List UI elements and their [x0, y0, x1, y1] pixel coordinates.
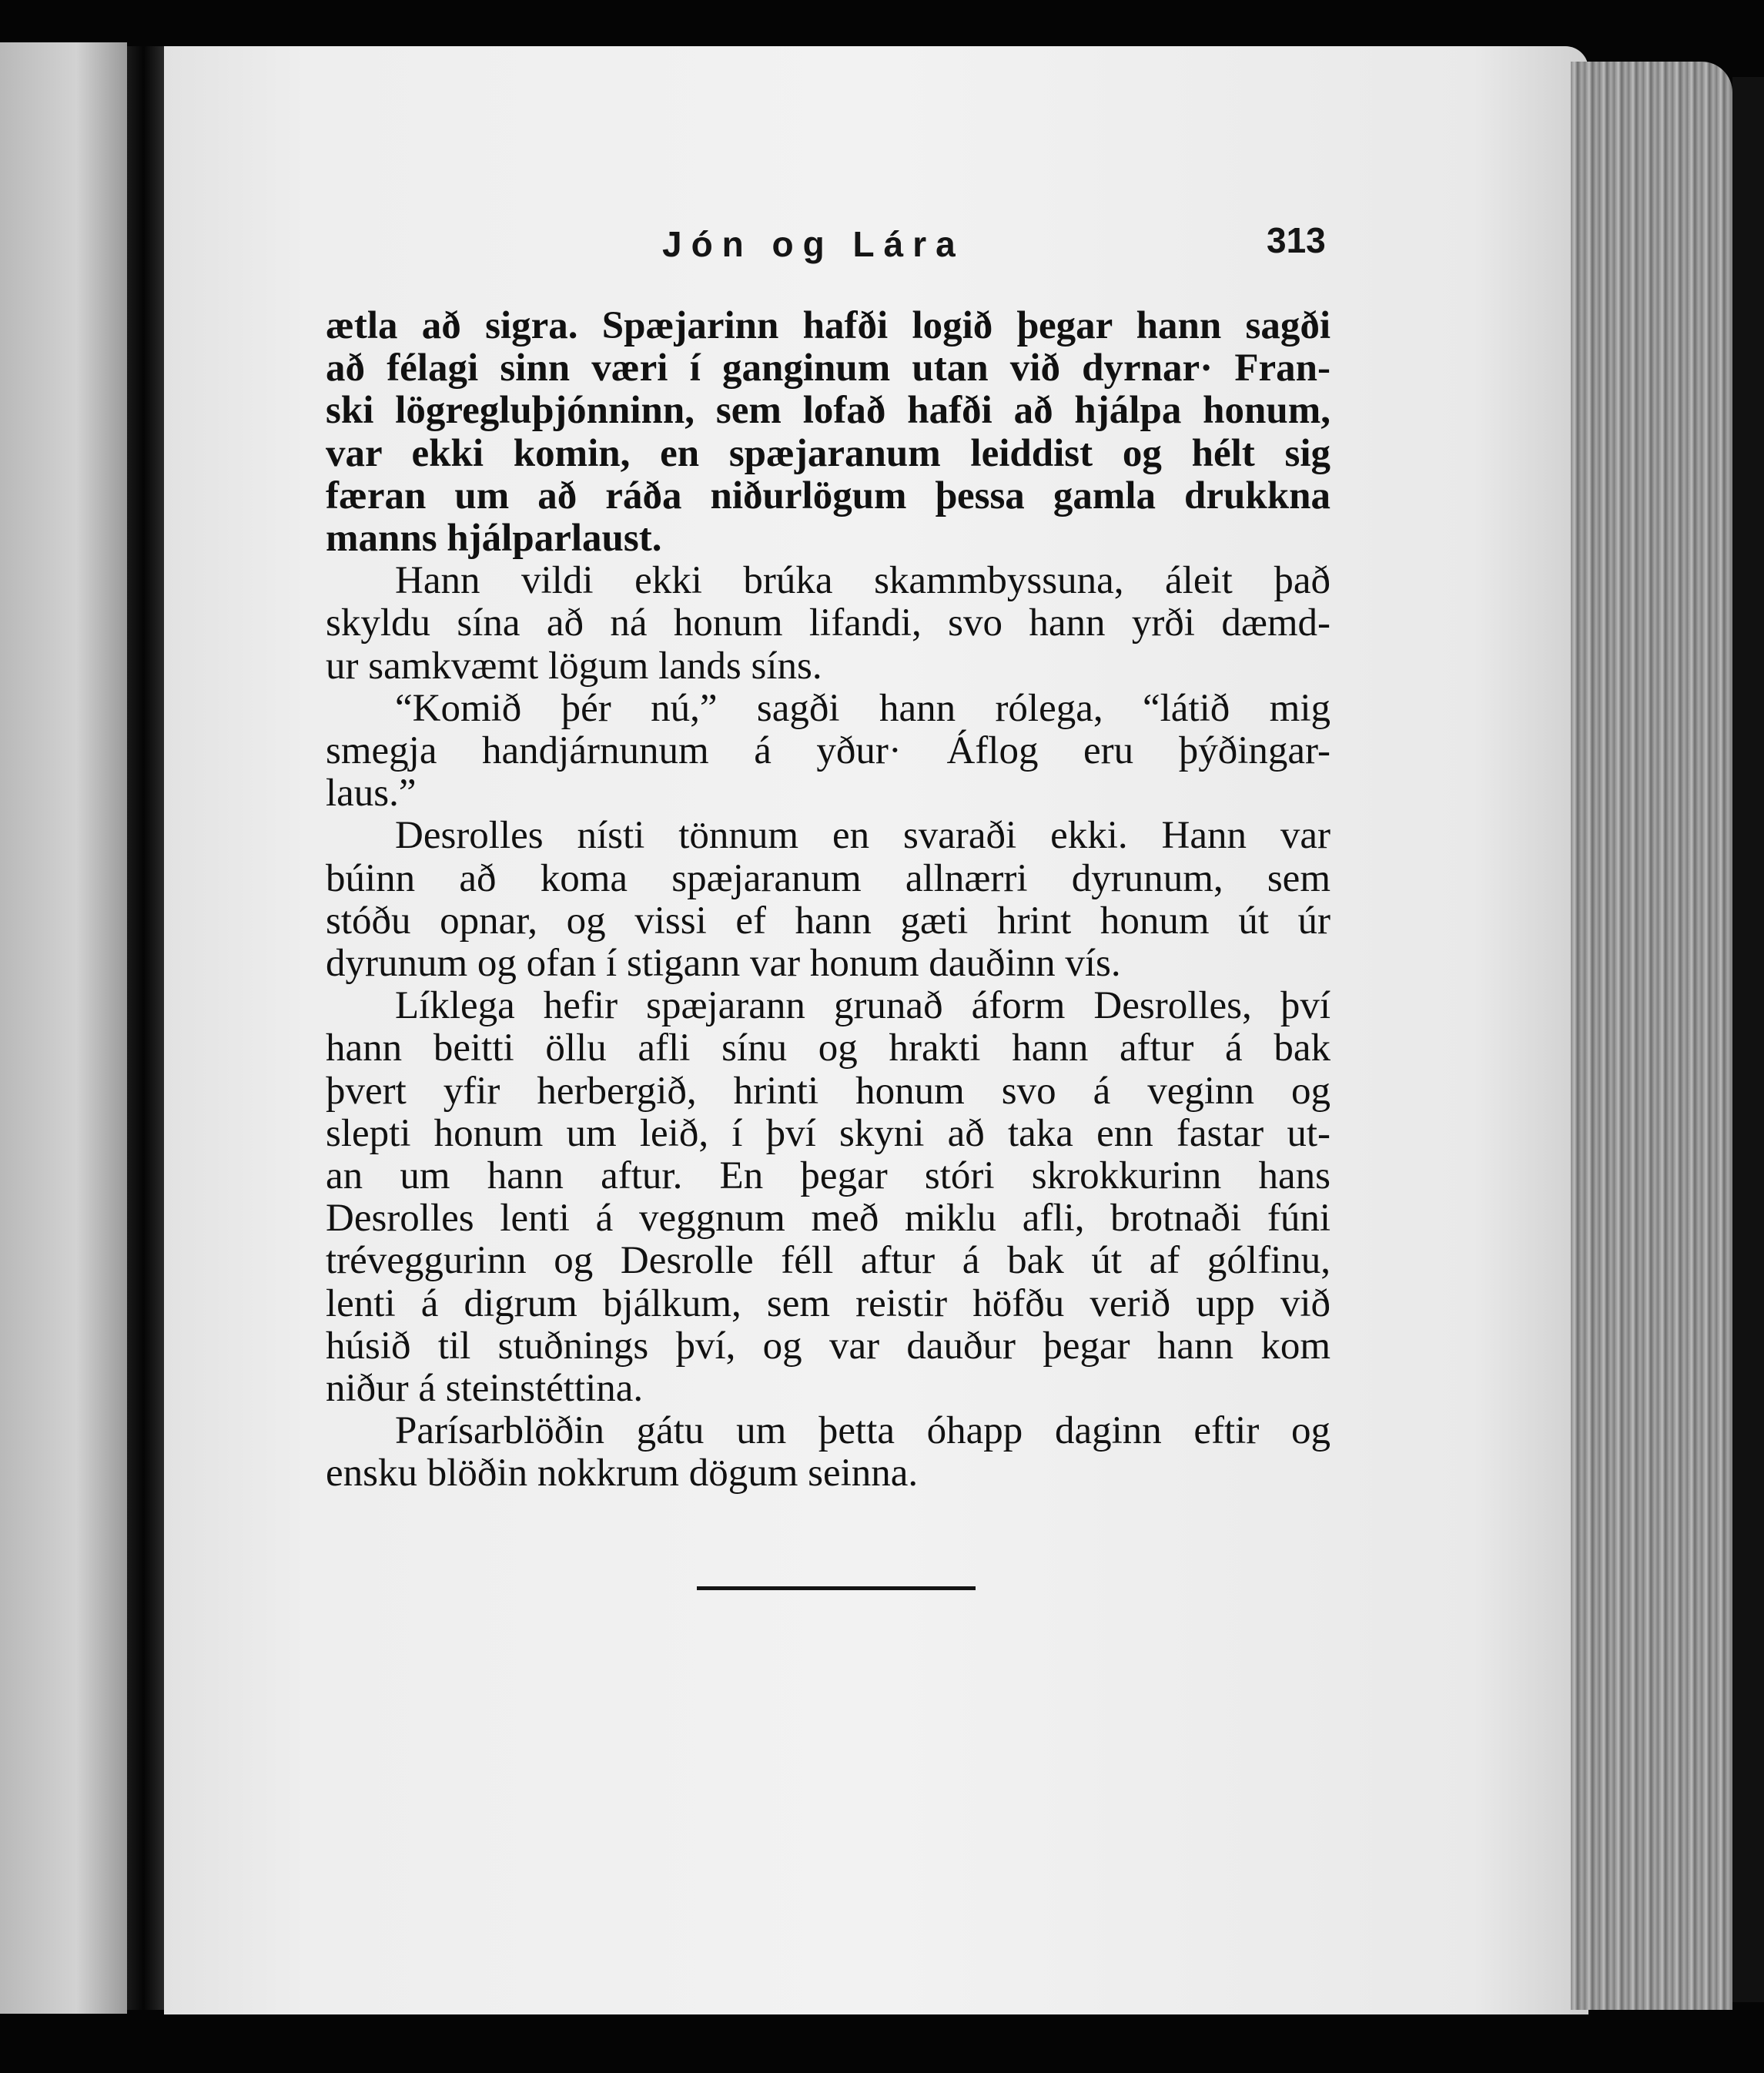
text-line: ætla að sigra. Spæjarinn hafði logið þegar hann sagði: [326, 304, 1331, 347]
text-line: lenti á digrum bjálkum, sem reistir höfðu verið upp við: [326, 1281, 1331, 1325]
text-line: ur samkvæmt lögum lands síns.: [326, 644, 822, 688]
text-line: manns hjálparlaust.: [326, 517, 662, 561]
text-line: tréveggurinn og Desrolle féll aftur á bak út af gólfinu,: [326, 1239, 1331, 1283]
paragraph: [326, 688, 1331, 815]
text-line: var ekki komin, en spæjaranum leiddist og hélt sig: [326, 431, 1331, 475]
text-line: Hann vildi ekki brúka skammbyssuna, áleit það: [395, 559, 1331, 603]
running-head-title: Jón og Lára: [662, 224, 965, 264]
text-line: “Komið þér nú,” sagði hann rólega, “látið mig: [395, 686, 1331, 730]
text-line: an um hann aftur. En þegar stóri skrokkurinn hans: [326, 1154, 1331, 1198]
text-line: búinn að koma spæjaranum allnærri dyrunum, sem: [326, 856, 1331, 900]
text-line: Parísarblöðin gátu um þetta óhapp daginn eftir og: [395, 1409, 1331, 1453]
text-line: Líklega hefir spæjarann grunað áform Desrolles, því: [395, 984, 1331, 1028]
paragraph: [326, 560, 1331, 688]
paragraph: [326, 305, 1331, 560]
body-text: [326, 305, 1331, 1495]
text-line: laus.”: [326, 772, 417, 815]
text-line: slepti honum um leið, í því skyni að taka enn fastar ut-: [326, 1111, 1331, 1155]
facing-page-edge: [0, 42, 127, 2014]
paragraph: [326, 985, 1331, 1410]
paragraph: [326, 815, 1331, 985]
scan-border: [1732, 77, 1764, 2002]
text-line: Desrolles nísti tönnum en svaraði ekki. Hann var: [395, 814, 1331, 858]
text-line: smegja handjárnunum á yður· Áflog eru þýðingar-: [326, 729, 1331, 773]
text-line: hann beitti öllu afli sínu og hrakti hann aftur á bak: [326, 1026, 1331, 1070]
text-line: niður á steinstéttina.: [326, 1367, 644, 1411]
section-end-rule: [697, 1586, 976, 1590]
text-line: skyldu sína að ná honum lifandi, svo hann yrði dæmd-: [326, 601, 1331, 645]
text-line: ski lögregluþjónninn, sem lofað hafði að hjálpa honum,: [326, 389, 1331, 433]
text-line: ensku blöðin nokkrum dögum seinna.: [326, 1452, 919, 1495]
text-line: dyrunum og ofan í stigann var honum dauðinn vís.: [326, 942, 1121, 986]
text-line: húsið til stuðnings því, og var dauður þegar hann kom: [326, 1324, 1331, 1368]
book-gutter: [127, 46, 164, 2010]
page-edges: [1571, 62, 1732, 2010]
text-line: þvert yfir herbergið, hrinti honum svo á veginn og: [326, 1069, 1331, 1113]
page-number: 313: [1267, 220, 1326, 260]
text-line: að félagi sinn væri í ganginum utan við dyrnar· Fran-: [326, 347, 1331, 390]
text-line: Desrolles lenti á veggnum með miklu afli, brotnaði fúni: [326, 1197, 1331, 1241]
paragraph: [326, 1410, 1331, 1495]
text-line: stóðu opnar, og vissi ef hann gæti hrint honum út úr: [326, 899, 1331, 943]
text-line: færan um að ráða niðurlögum þessa gamla drukkna: [326, 474, 1331, 517]
